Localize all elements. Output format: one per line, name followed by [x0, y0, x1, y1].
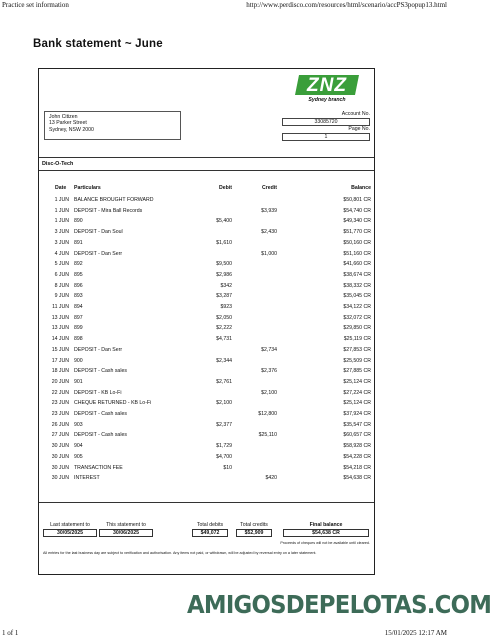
table-row [39, 304, 374, 314]
txn-balance: $51,160 CR [343, 250, 371, 257]
txn-date: 6 JUN [54, 271, 69, 278]
txn-balance: $50,801 CR [343, 197, 371, 203]
txn-balance: $27,885 CR [343, 368, 371, 375]
txn-debit: $4,700 [216, 453, 232, 460]
txn-particulars: DEPOSIT - Mira Ball Records [74, 207, 143, 214]
txn-date: 18 JUN [51, 368, 69, 375]
txn-date: 23 JUN [51, 400, 69, 407]
column-header-debit: Debit [219, 185, 232, 191]
txn-balance: $41,660 CR [343, 261, 371, 268]
txn-particulars: TRANSACTION FEE [74, 464, 123, 471]
txn-balance: $54,218 CR [343, 464, 371, 471]
txn-particulars: 891 [74, 239, 83, 246]
txn-balance: $35,547 CR [343, 421, 371, 428]
txn-date: 1 JUN [54, 218, 69, 225]
txn-credit: $2,734 [261, 346, 277, 353]
txn-date: 1 JUN [54, 207, 69, 214]
table-row [39, 432, 374, 442]
txn-date: 1 JUN [54, 197, 69, 203]
txn-date: 11 JUN [52, 304, 69, 310]
txn-particulars: 894 [74, 304, 83, 310]
txn-particulars: 901 [74, 378, 83, 385]
txn-date: 8 JUN [54, 282, 69, 289]
txn-balance: $27,853 CR [343, 346, 371, 353]
txn-date: 14 JUN [51, 336, 69, 343]
txn-date: 20 JUN [51, 378, 69, 385]
txn-particulars: 896 [74, 282, 83, 289]
txn-balance: $60,657 CR [343, 432, 371, 439]
total-debits-label: Total debits [196, 522, 224, 528]
table-row [39, 240, 374, 250]
txn-date: 9 JUN [54, 293, 69, 300]
bank-logo [293, 73, 361, 99]
last-statement-label: Last statement to [50, 522, 90, 528]
txn-particulars: CHEQUE RETURNED - KB Lo-Fi [74, 400, 152, 407]
this-statement-label: This statement to [106, 522, 146, 528]
txn-date: 17 JUN [51, 357, 69, 364]
page-number: 1 [282, 133, 370, 141]
browser-footer-timestamp: 15/01/2025 12:17 AM [384, 629, 447, 637]
txn-particulars: INTEREST [74, 475, 100, 482]
txn-balance: $25,124 CR [343, 400, 371, 407]
txn-date: 22 JUN [51, 389, 69, 396]
txn-particulars: 900 [74, 357, 83, 364]
txn-date: 3 JUN [54, 239, 69, 246]
txn-balance: $27,224 CR [343, 389, 371, 396]
txn-credit: $3,939 [261, 207, 277, 214]
table-row [39, 218, 374, 228]
txn-balance: $50,160 CR [343, 239, 371, 246]
table-row [39, 336, 374, 346]
final-balance: $54,638 CR [283, 529, 369, 537]
txn-date: 13 JUN [51, 314, 69, 321]
txn-date: 27 JUN [51, 432, 69, 439]
txn-balance: $51,770 CR [343, 229, 371, 236]
txn-particulars: BALANCE BROUGHT FORWARD [74, 197, 154, 203]
txn-particulars: DEPOSIT - Dan Serr [74, 250, 123, 257]
table-row [39, 261, 374, 271]
txn-balance: $58,928 CR [343, 443, 371, 450]
page-title: Bank statement ~ June [33, 38, 163, 50]
txn-credit: $1,000 [261, 250, 277, 257]
table-row [39, 390, 374, 400]
bank-logo-text: ZNZ [307, 75, 347, 96]
txn-particulars: 905 [74, 453, 83, 460]
table-row [39, 315, 374, 325]
table-row [39, 379, 374, 389]
txn-date: 13 JUN [51, 325, 69, 332]
txn-debit: $1,729 [216, 443, 232, 450]
txn-balance: $38,674 CR [343, 271, 371, 278]
customer-city: Sydney, NSW 2000 [49, 126, 94, 133]
txn-debit: $1,610 [216, 239, 232, 246]
txn-debit: $2,100 [216, 400, 232, 407]
customer-address [44, 111, 181, 140]
table-row [39, 443, 374, 453]
table-row [39, 251, 374, 261]
txn-debit: $2,377 [216, 421, 232, 428]
txn-balance: $25,119 CR [343, 336, 371, 343]
total-debits: $49,072 [192, 529, 228, 537]
txn-debit: $2,222 [216, 325, 232, 332]
txn-debit: $9,500 [216, 261, 232, 268]
table-row [39, 272, 374, 282]
table-row [39, 475, 374, 485]
txn-balance: $35,045 CR [343, 293, 371, 300]
txn-particulars: 890 [74, 218, 83, 225]
browser-footer-page: 1 of 1 [2, 629, 19, 637]
txn-balance: $54,638 CR [343, 475, 371, 482]
column-header-balance: Balance [351, 185, 371, 191]
txn-balance: $25,124 CR [343, 378, 371, 385]
txn-date: 23 JUN [51, 411, 69, 417]
table-row [39, 422, 374, 432]
customer-name: John Citizen [49, 114, 78, 120]
txn-particulars: DEPOSIT - Dan Serr [74, 346, 123, 353]
table-row [39, 347, 374, 357]
txn-balance: $34,122 CR [343, 304, 371, 310]
txn-date: 15 JUN [51, 346, 69, 353]
table-row [39, 465, 374, 475]
txn-particulars: DEPOSIT - KB Lo-Fi [74, 389, 122, 396]
column-header-date: Date [55, 185, 67, 191]
table-row [39, 454, 374, 464]
divider [39, 502, 374, 503]
txn-credit: $2,100 [261, 389, 277, 396]
column-header-particulars: Particulars [74, 185, 101, 191]
browser-header-url: http://www.perdisco.com/resources/html/scenario/accPS3popup13.html [246, 1, 447, 9]
table-row [39, 368, 374, 378]
txn-debit: $2,050 [216, 314, 232, 321]
txn-credit: $25,110 [258, 432, 277, 439]
txn-date: 4 JUN [54, 250, 69, 257]
txn-particulars: DEPOSIT - Dan Soul [74, 229, 123, 236]
txn-debit: $2,761 [216, 378, 232, 385]
txn-particulars: DEPOSIT - Cash sales [74, 411, 127, 417]
table-row [39, 293, 374, 303]
branch-name: Sydney branch [308, 97, 346, 103]
txn-credit: $12,800 [258, 411, 277, 417]
final-balance-label: Final balance [309, 522, 343, 528]
txn-balance: $37,924 CR [343, 411, 371, 417]
txn-debit: $2,986 [216, 271, 232, 278]
txn-particulars: 892 [74, 261, 83, 268]
txn-particulars: 903 [74, 421, 83, 428]
txn-particulars: 904 [74, 443, 83, 450]
txn-balance: $32,072 CR [343, 314, 371, 321]
txn-credit: $2,376 [261, 368, 277, 375]
cheque-clearance-note: Proceeds of cheques will not be available until cleared. [280, 541, 370, 545]
total-credits-label: Total credits [240, 522, 268, 528]
account-number-label: Account No. [341, 111, 370, 117]
disclaimer-note: All entries for the last business day are subject to verification and authorisation. Any items not paid, or withdrawn, will be adjusted by reversal entry on a later statement. [43, 551, 317, 555]
txn-debit: $923 [220, 304, 232, 310]
txn-debit: $10 [223, 464, 232, 471]
txn-balance: $54,228 CR [343, 453, 371, 460]
txn-debit: $342 [220, 282, 232, 289]
txn-particulars: 899 [74, 325, 83, 332]
browser-header-left: Practice set information [2, 1, 69, 9]
txn-date: 5 JUN [54, 261, 69, 268]
txn-date: 30 JUN [51, 475, 69, 482]
txn-date: 30 JUN [51, 443, 69, 450]
txn-date: 30 JUN [51, 453, 69, 460]
watermark: AMIGOSDEPELOTAS.COM [187, 590, 491, 619]
txn-balance: $25,509 CR [343, 357, 371, 364]
table-row [39, 411, 374, 421]
txn-balance: $29,850 CR [343, 325, 371, 332]
table-row [39, 283, 374, 293]
this-statement-date: 30/06/2025 [99, 529, 153, 537]
txn-particulars: DEPOSIT - Cash sales [74, 368, 127, 375]
table-row [39, 197, 374, 207]
page-number-label: Page No. [348, 126, 370, 132]
divider [39, 157, 374, 158]
txn-balance: $38,332 CR [343, 282, 371, 289]
column-header-credit: Credit [262, 185, 277, 191]
table-row [39, 229, 374, 239]
customer-street: 13 Parker Street [49, 120, 87, 127]
table-row [39, 358, 374, 368]
txn-debit: $4,731 [216, 336, 232, 343]
account-number: 33085720 [282, 118, 370, 126]
txn-particulars: DEPOSIT - Cash sales [74, 432, 127, 439]
txn-credit: $420 [265, 475, 277, 482]
txn-particulars: 893 [74, 293, 83, 300]
company-name: Disc-O-Tech [42, 161, 74, 167]
txn-date: 30 JUN [51, 464, 69, 471]
txn-date: 3 JUN [54, 229, 69, 236]
divider [39, 170, 374, 171]
txn-credit: $2,430 [261, 229, 277, 236]
last-statement-date: 30/05/2025 [43, 529, 97, 537]
total-credits: $52,909 [236, 529, 272, 537]
txn-balance: $54,740 CR [343, 207, 371, 214]
txn-debit: $5,400 [216, 218, 232, 225]
txn-particulars: 897 [74, 314, 83, 321]
txn-particulars: 898 [74, 336, 83, 343]
table-row [39, 400, 374, 410]
table-row [39, 208, 374, 218]
txn-particulars: 895 [74, 271, 83, 278]
txn-debit: $3,287 [216, 293, 232, 300]
txn-debit: $2,344 [216, 357, 232, 364]
txn-balance: $49,340 CR [343, 218, 371, 225]
txn-date: 26 JUN [51, 421, 69, 428]
table-row [39, 325, 374, 335]
bank-statement [38, 68, 375, 575]
